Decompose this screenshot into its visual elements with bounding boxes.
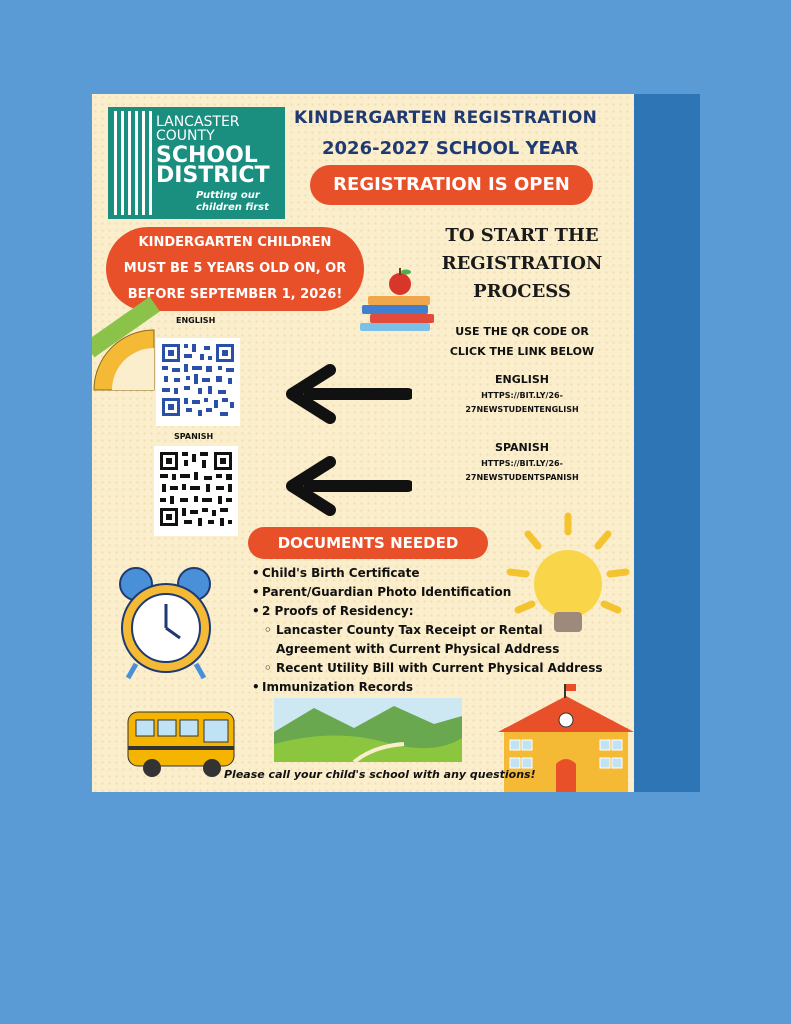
logo-tagline1: Putting our	[196, 190, 260, 201]
age-line3: BEFORE SEPTEMBER 1, 2026!	[127, 287, 343, 302]
instr-line1: USE THE QR CODE OR	[455, 325, 589, 338]
landscape-image	[274, 698, 462, 762]
doc-subitem-utility-bill: ◦ Recent Utility Bill with Current Physical Address	[252, 659, 602, 678]
logo-line1: LANCASTER	[156, 114, 240, 130]
spanish-link-line1[interactable]: HTTPS://BIT.LY/26-	[481, 459, 563, 468]
start-line3: PROCESS	[473, 281, 571, 302]
english-link-line2[interactable]: 27NEWSTUDENTENGLISH	[465, 405, 579, 414]
logo-tagline2: children first	[196, 202, 269, 213]
page-title: KINDERGARTEN REGISTRATION	[294, 108, 598, 128]
spanish-qr-code[interactable]	[154, 446, 238, 536]
spanish-qr-icon	[158, 450, 234, 528]
english-link-line1[interactable]: HTTPS://BIT.LY/26-	[481, 391, 563, 400]
spanish-heading: SPANISH	[495, 441, 549, 454]
age-line1: KINDERGARTEN CHILDREN	[138, 235, 332, 250]
doc-item-immunization: • Immunization Records	[252, 678, 602, 697]
doc-subitem-tax-receipt: ◦ Lancaster County Tax Receipt or Rental	[252, 621, 602, 640]
spanish-link-line2[interactable]: 27NEWSTUDENTSPANISH	[465, 473, 579, 482]
spanish-qr-label: SPANISH	[174, 432, 214, 441]
english-qr-icon	[160, 342, 236, 418]
english-qr-code[interactable]	[156, 338, 240, 426]
logo-line4: DISTRICT	[156, 163, 270, 188]
logo-line3: SCHOOL	[156, 143, 258, 168]
ruler-protractor-icon	[92, 290, 162, 400]
arrow-left-icon	[286, 456, 412, 516]
scan-instructions	[424, 322, 620, 362]
english-qr-label: ENGLISH	[176, 316, 216, 325]
alarm-clock-icon	[114, 556, 224, 686]
registration-open-badge: REGISTRATION IS OPEN	[310, 165, 593, 205]
school-year: 2026-2027 SCHOOL YEAR	[322, 138, 579, 159]
registration-flyer	[92, 94, 634, 792]
logo-bars-icon	[114, 111, 154, 215]
logo-line2: COUNTY	[156, 128, 215, 144]
arrow-left-icon	[286, 364, 412, 424]
documents-list	[252, 564, 602, 697]
doc-item-birth-certificate: • Child's Birth Certificate	[252, 564, 602, 583]
footer-note: Please call your child's school with any questions!	[224, 768, 536, 781]
age-line2: MUST BE 5 YEARS OLD ON, OR	[123, 261, 347, 276]
doc-item-photo-id: • Parent/Guardian Photo Identification	[252, 583, 602, 602]
start-heading	[422, 222, 622, 306]
instr-line2: CLICK THE LINK BELOW	[449, 345, 595, 358]
english-link[interactable]	[450, 389, 594, 417]
district-logo	[108, 107, 285, 219]
english-heading: ENGLISH	[495, 373, 549, 386]
start-line2: REGISTRATION	[441, 253, 603, 274]
spanish-link[interactable]	[450, 457, 594, 485]
start-line1: TO START THE	[445, 225, 599, 246]
documents-needed-heading: DOCUMENTS NEEDED	[248, 527, 488, 559]
school-bus-icon	[124, 706, 238, 780]
doc-item-residency: • 2 Proofs of Residency:	[252, 602, 602, 621]
blue-side-tab	[634, 94, 700, 792]
doc-subitem-tax-receipt-cont: Agreement with Current Physical Address	[276, 642, 560, 656]
